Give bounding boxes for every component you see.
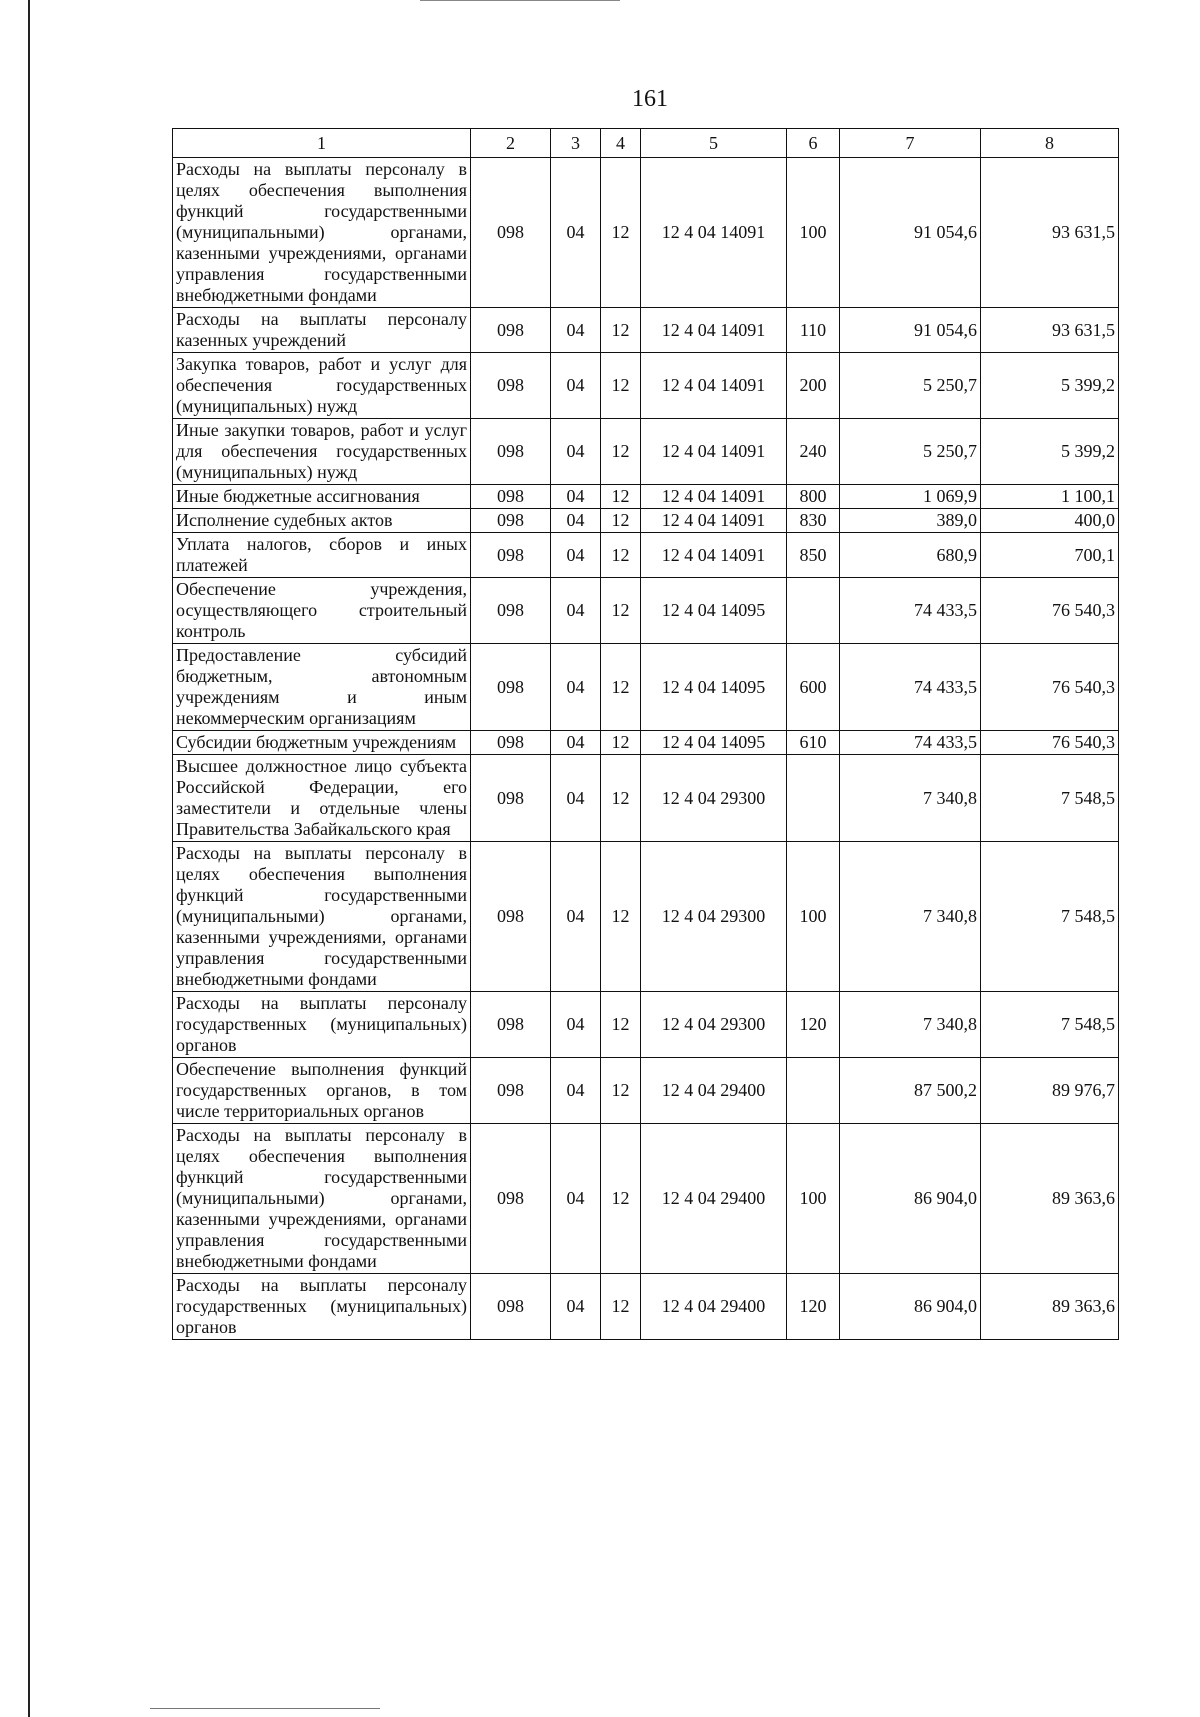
section-code-cell: 04 <box>551 1274 601 1340</box>
expense-name-cell: Расходы на выплаты персоналу государственных (муниципальных) органов <box>173 992 471 1058</box>
table-row <box>173 419 1119 485</box>
table-row <box>173 1124 1119 1274</box>
amount-col8-cell: 89 363,6 <box>981 1274 1119 1340</box>
expense-type-cell <box>787 1058 840 1124</box>
amount-col8-cell: 5 399,2 <box>981 353 1119 419</box>
amount-col7-cell: 91 054,6 <box>840 308 981 353</box>
amount-col8-cell: 400,0 <box>981 509 1119 533</box>
expense-name-cell: Расходы на выплаты персоналу казенных учреждений <box>173 308 471 353</box>
ministry-code-cell: 098 <box>471 158 551 308</box>
amount-col7-cell: 680,9 <box>840 533 981 578</box>
table-row <box>173 578 1119 644</box>
expense-type-cell: 800 <box>787 485 840 509</box>
expense-type-cell: 610 <box>787 731 840 755</box>
budget-table <box>172 128 1119 1340</box>
page-number: 161 <box>632 86 668 112</box>
amount-col8-cell: 93 631,5 <box>981 308 1119 353</box>
target-article-cell: 12 4 04 29300 <box>641 755 787 842</box>
expense-type-cell: 600 <box>787 644 840 731</box>
amount-col8-cell: 5 399,2 <box>981 419 1119 485</box>
ministry-code-cell: 098 <box>471 1124 551 1274</box>
expense-type-cell: 100 <box>787 158 840 308</box>
target-article-cell: 12 4 04 14091 <box>641 353 787 419</box>
amount-col7-cell: 5 250,7 <box>840 419 981 485</box>
expense-type-cell: 100 <box>787 1124 840 1274</box>
section-code-cell: 04 <box>551 644 601 731</box>
subsection-code-cell: 12 <box>601 419 641 485</box>
subsection-code-cell: 12 <box>601 842 641 992</box>
target-article-cell: 12 4 04 29400 <box>641 1274 787 1340</box>
ministry-code-cell: 098 <box>471 578 551 644</box>
expense-type-cell: 100 <box>787 842 840 992</box>
expense-name-cell: Расходы на выплаты персоналу в целях обеспечения выполнения функций государственными (муниципальными) органами, казенными учреждениями, органами управления государственными внебюджетными фондами <box>173 1124 471 1274</box>
section-code-cell: 04 <box>551 731 601 755</box>
header-cell-7: 7 <box>840 129 981 158</box>
expense-type-cell: 110 <box>787 308 840 353</box>
expense-type-cell: 120 <box>787 1274 840 1340</box>
section-code-cell: 04 <box>551 485 601 509</box>
amount-col8-cell: 89 976,7 <box>981 1058 1119 1124</box>
ministry-code-cell: 098 <box>471 353 551 419</box>
ministry-code-cell: 098 <box>471 992 551 1058</box>
amount-col7-cell: 91 054,6 <box>840 158 981 308</box>
amount-col7-cell: 74 433,5 <box>840 731 981 755</box>
target-article-cell: 12 4 04 14091 <box>641 533 787 578</box>
amount-col8-cell: 76 540,3 <box>981 731 1119 755</box>
section-code-cell: 04 <box>551 1124 601 1274</box>
target-article-cell: 12 4 04 14091 <box>641 485 787 509</box>
expense-type-cell: 120 <box>787 992 840 1058</box>
table-row <box>173 308 1119 353</box>
section-code-cell: 04 <box>551 308 601 353</box>
table-row <box>173 644 1119 731</box>
expense-name-cell: Обеспечение выполнения функций государственных органов, в том числе территориальных органов <box>173 1058 471 1124</box>
expense-name-cell: Уплата налогов, сборов и иных платежей <box>173 533 471 578</box>
amount-col8-cell: 93 631,5 <box>981 158 1119 308</box>
table-row <box>173 533 1119 578</box>
expense-name-cell: Расходы на выплаты персоналу государственных (муниципальных) органов <box>173 1274 471 1340</box>
amount-col8-cell: 700,1 <box>981 533 1119 578</box>
expense-name-cell: Исполнение судебных актов <box>173 509 471 533</box>
subsection-code-cell: 12 <box>601 533 641 578</box>
ministry-code-cell: 098 <box>471 1274 551 1340</box>
ministry-code-cell: 098 <box>471 842 551 992</box>
amount-col8-cell: 89 363,6 <box>981 1124 1119 1274</box>
ministry-code-cell: 098 <box>471 485 551 509</box>
header-cell-8: 8 <box>981 129 1119 158</box>
table-row <box>173 509 1119 533</box>
table-row <box>173 158 1119 308</box>
amount-col8-cell: 1 100,1 <box>981 485 1119 509</box>
target-article-cell: 12 4 04 14095 <box>641 731 787 755</box>
amount-col8-cell: 7 548,5 <box>981 755 1119 842</box>
section-code-cell: 04 <box>551 533 601 578</box>
amount-col7-cell: 7 340,8 <box>840 992 981 1058</box>
subsection-code-cell: 12 <box>601 1058 641 1124</box>
expense-name-cell: Иные закупки товаров, работ и услуг для обеспечения государственных (муниципальных) нужд <box>173 419 471 485</box>
amount-col8-cell: 76 540,3 <box>981 644 1119 731</box>
target-article-cell: 12 4 04 29300 <box>641 992 787 1058</box>
section-code-cell: 04 <box>551 842 601 992</box>
amount-col8-cell: 76 540,3 <box>981 578 1119 644</box>
subsection-code-cell: 12 <box>601 353 641 419</box>
target-article-cell: 12 4 04 14091 <box>641 158 787 308</box>
table-row <box>173 1274 1119 1340</box>
subsection-code-cell: 12 <box>601 485 641 509</box>
expense-type-cell: 830 <box>787 509 840 533</box>
table-row <box>173 485 1119 509</box>
amount-col7-cell: 86 904,0 <box>840 1124 981 1274</box>
target-article-cell: 12 4 04 14091 <box>641 509 787 533</box>
expense-name-cell: Высшее должностное лицо субъекта Российской Федерации, его заместители и отдельные члены Правительства Забайкальского края <box>173 755 471 842</box>
table-row <box>173 731 1119 755</box>
header-cell-1: 1 <box>173 129 471 158</box>
subsection-code-cell: 12 <box>601 308 641 353</box>
section-code-cell: 04 <box>551 509 601 533</box>
subsection-code-cell: 12 <box>601 158 641 308</box>
ministry-code-cell: 098 <box>471 509 551 533</box>
section-code-cell: 04 <box>551 755 601 842</box>
expense-name-cell: Субсидии бюджетным учреждениям <box>173 731 471 755</box>
subsection-code-cell: 12 <box>601 1274 641 1340</box>
ministry-code-cell: 098 <box>471 731 551 755</box>
amount-col7-cell: 7 340,8 <box>840 755 981 842</box>
expense-name-cell: Обеспечение учреждения, осуществляющего строительный контроль <box>173 578 471 644</box>
section-code-cell: 04 <box>551 353 601 419</box>
expense-name-cell: Предоставление субсидий бюджетным, автономным учреждениям и иным некоммерческим организациям <box>173 644 471 731</box>
expense-type-cell <box>787 578 840 644</box>
target-article-cell: 12 4 04 14091 <box>641 308 787 353</box>
expense-name-cell: Расходы на выплаты персоналу в целях обеспечения выполнения функций государственными (муниципальными) органами, казенными учреждениями, органами управления государственными внебюджетными фондами <box>173 842 471 992</box>
ministry-code-cell: 098 <box>471 533 551 578</box>
amount-col7-cell: 74 433,5 <box>840 578 981 644</box>
expense-name-cell: Иные бюджетные ассигнования <box>173 485 471 509</box>
target-article-cell: 12 4 04 29400 <box>641 1058 787 1124</box>
expense-type-cell: 200 <box>787 353 840 419</box>
table-row <box>173 755 1119 842</box>
subsection-code-cell: 12 <box>601 992 641 1058</box>
ministry-code-cell: 098 <box>471 419 551 485</box>
ministry-code-cell: 098 <box>471 308 551 353</box>
header-cell-4: 4 <box>601 129 641 158</box>
amount-col7-cell: 74 433,5 <box>840 644 981 731</box>
amount-col8-cell: 7 548,5 <box>981 992 1119 1058</box>
header-row <box>173 129 1119 158</box>
amount-col7-cell: 86 904,0 <box>840 1274 981 1340</box>
expense-type-cell: 240 <box>787 419 840 485</box>
scan-border-left <box>28 0 30 1717</box>
amount-col7-cell: 87 500,2 <box>840 1058 981 1124</box>
table-row <box>173 353 1119 419</box>
amount-col7-cell: 5 250,7 <box>840 353 981 419</box>
table-row <box>173 842 1119 992</box>
subsection-code-cell: 12 <box>601 644 641 731</box>
amount-col7-cell: 389,0 <box>840 509 981 533</box>
target-article-cell: 12 4 04 14095 <box>641 644 787 731</box>
expense-name-cell: Закупка товаров, работ и услуг для обеспечения государственных (муниципальных) нужд <box>173 353 471 419</box>
section-code-cell: 04 <box>551 578 601 644</box>
target-article-cell: 12 4 04 29300 <box>641 842 787 992</box>
target-article-cell: 12 4 04 14091 <box>641 419 787 485</box>
header-cell-2: 2 <box>471 129 551 158</box>
subsection-code-cell: 12 <box>601 509 641 533</box>
table-row <box>173 992 1119 1058</box>
subsection-code-cell: 12 <box>601 578 641 644</box>
expense-type-cell <box>787 755 840 842</box>
ministry-code-cell: 098 <box>471 1058 551 1124</box>
target-article-cell: 12 4 04 14095 <box>641 578 787 644</box>
ministry-code-cell: 098 <box>471 755 551 842</box>
section-code-cell: 04 <box>551 992 601 1058</box>
ministry-code-cell: 098 <box>471 644 551 731</box>
header-cell-3: 3 <box>551 129 601 158</box>
scan-border-bottom <box>150 1708 380 1709</box>
expense-name-cell: Расходы на выплаты персоналу в целях обеспечения выполнения функций государственными (муниципальными) органами, казенными учреждениями, органами управления государственными внебюджетными фондами <box>173 158 471 308</box>
amount-col7-cell: 1 069,9 <box>840 485 981 509</box>
scan-border-top <box>420 0 620 1</box>
expense-type-cell: 850 <box>787 533 840 578</box>
section-code-cell: 04 <box>551 158 601 308</box>
subsection-code-cell: 12 <box>601 1124 641 1274</box>
target-article-cell: 12 4 04 29400 <box>641 1124 787 1274</box>
header-cell-5: 5 <box>641 129 787 158</box>
section-code-cell: 04 <box>551 419 601 485</box>
amount-col8-cell: 7 548,5 <box>981 842 1119 992</box>
table-row <box>173 1058 1119 1124</box>
subsection-code-cell: 12 <box>601 731 641 755</box>
section-code-cell: 04 <box>551 1058 601 1124</box>
header-cell-6: 6 <box>787 129 840 158</box>
amount-col7-cell: 7 340,8 <box>840 842 981 992</box>
subsection-code-cell: 12 <box>601 755 641 842</box>
